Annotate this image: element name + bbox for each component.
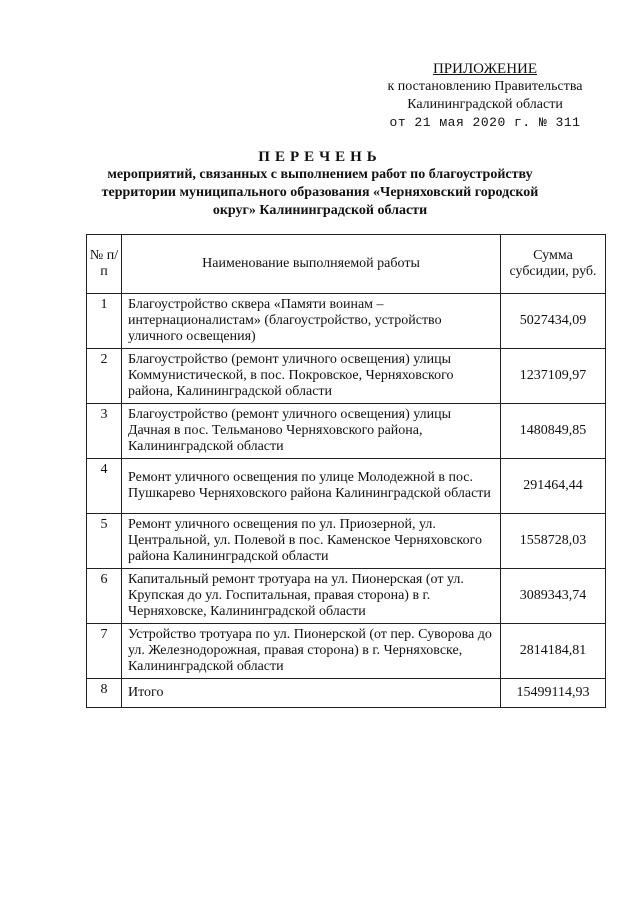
row-name: Ремонт уличного освещения по улице Молодежной в пос. Пушкарево Черняховского района Калининградской области — [122, 459, 501, 514]
document-subtitle-line-1: мероприятий, связанных с выполнением работ по благоустройству — [107, 167, 533, 182]
row-num: 2 — [87, 349, 122, 404]
row-name: Благоустройство (ремонт уличного освещения) улицы Коммунистической, в пос. Покровское, Черняховского района, Калининградской области — [122, 349, 501, 404]
table-row — [87, 514, 606, 569]
row-sum: 1558728,03 — [501, 514, 606, 569]
row-name: Благоустройство сквера «Памяти воинам – интернационалистам» (благоустройство, устройство уличного освещения) — [122, 294, 501, 349]
row-sum: 1237109,97 — [501, 349, 606, 404]
appendix-header — [360, 60, 610, 132]
document-title-block — [100, 148, 540, 220]
row-num: 1 — [87, 294, 122, 349]
works-table — [86, 234, 606, 708]
table-header-row — [87, 235, 606, 294]
table-total-row — [87, 679, 606, 708]
table-row — [87, 459, 606, 514]
row-num: 4 — [87, 459, 122, 514]
row-num: 6 — [87, 569, 122, 624]
table-row — [87, 569, 606, 624]
table-row — [87, 404, 606, 459]
row-num: 3 — [87, 404, 122, 459]
row-num: 5 — [87, 514, 122, 569]
table-row — [87, 294, 606, 349]
total-num: 8 — [87, 679, 122, 708]
row-name: Устройство тротуара по ул. Пионерской (от пер. Суворова до ул. Железнодорожная, правая сторона) в г. Черняховске, Калининградской области — [122, 624, 501, 679]
header-num: № п/п — [87, 235, 122, 294]
appendix-line-2: Калининградской области — [407, 97, 563, 112]
document-title: ПЕРЕЧЕНЬ — [258, 149, 382, 165]
row-sum: 291464,44 — [501, 459, 606, 514]
row-name: Капитальный ремонт тротуара на ул. Пионерская (от ул. Крупская до ул. Госпитальная, правая сторона) в г. Черняховске, Калининградской области — [122, 569, 501, 624]
document-subtitle-line-3: округ» Калининградской области — [212, 203, 428, 218]
appendix-line-1: к постановлению Правительства — [387, 79, 583, 94]
appendix-title: ПРИЛОЖЕНИЕ — [432, 61, 538, 77]
row-sum: 2814184,81 — [501, 624, 606, 679]
header-sum: Сумма субсидии, руб. — [501, 235, 606, 294]
total-sum: 15499114,93 — [501, 679, 606, 708]
row-sum: 3089343,74 — [501, 569, 606, 624]
row-num: 7 — [87, 624, 122, 679]
row-name: Ремонт уличного освещения по ул. Приозерной, ул. Центральной, ул. Полевой в пос. Каменское Черняховского района Калининградской области — [122, 514, 501, 569]
table-row — [87, 349, 606, 404]
header-name: Наименование выполняемой работы — [122, 235, 501, 294]
table-row — [87, 624, 606, 679]
appendix-date-number: от 21 мая 2020 г. № 311 — [389, 115, 581, 130]
row-sum: 1480849,85 — [501, 404, 606, 459]
document-subtitle-line-2: территории муниципального образования «Черняховский городской — [101, 185, 539, 200]
row-sum: 5027434,09 — [501, 294, 606, 349]
row-name: Благоустройство (ремонт уличного освещения) улицы Дачная в пос. Тельманово Черняховского района, Калининградской области — [122, 404, 501, 459]
total-label: Итого — [122, 679, 501, 708]
